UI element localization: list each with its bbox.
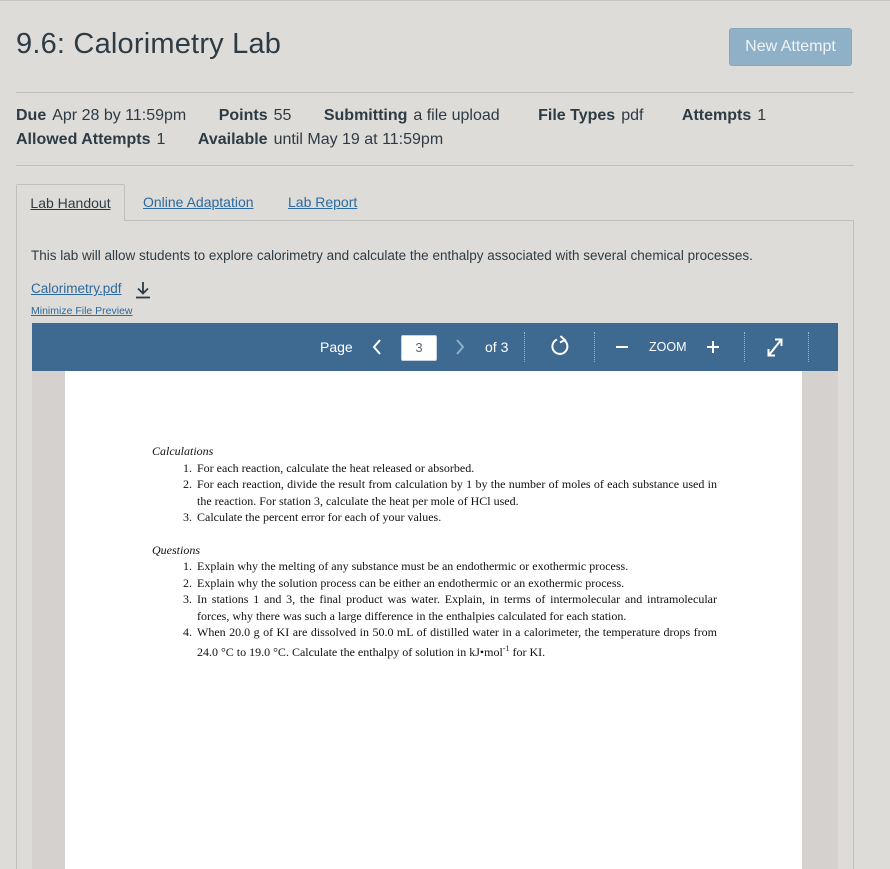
toolbar-separator: [594, 332, 595, 362]
submitting-value: a file upload: [413, 107, 500, 124]
calculations-heading: Calculations: [152, 444, 214, 458]
previous-page-icon[interactable]: [370, 323, 384, 371]
due-value: Apr 28 by 11:59pm: [52, 107, 187, 124]
assignment-details-row-2: [16, 131, 471, 149]
points-label: Points: [218, 107, 268, 124]
list-item: 3. Calculate the percent error for each of your values.: [195, 509, 717, 526]
rotate-icon[interactable]: [549, 323, 571, 371]
next-page-icon[interactable]: [453, 323, 467, 371]
tab-list: [16, 184, 854, 221]
list-item: [195, 624, 717, 660]
file-link[interactable]: Calorimetry.pdf: [31, 281, 122, 296]
list-item: 2. Explain why the solution process can be either an endothermic or an exothermic process.: [195, 575, 717, 592]
attempts-value: 1: [757, 107, 767, 124]
superscript: -1: [502, 643, 510, 653]
zoom-in-icon[interactable]: [705, 323, 721, 371]
tab-lab-handout[interactable]: Lab Handout: [16, 184, 125, 221]
pdf-page: [65, 371, 802, 869]
list-item: 3. In stations 1 and 3, the final product was water. Explain, in terms of intermolecular and intramolecular forces, why there was such a large difference in the enthalpies calculated for each station.: [195, 591, 717, 624]
questions-heading: Questions: [152, 542, 200, 557]
list-item: 1. Explain why the melting of any substance must be an endothermic or exothermic process.: [195, 558, 717, 575]
pdf-viewer-canvas[interactable]: [32, 371, 838, 869]
toolbar-separator: [744, 332, 745, 362]
divider-bottom: [16, 165, 854, 166]
toolbar-separator: [808, 332, 809, 362]
new-attempt-button[interactable]: New Attempt: [729, 28, 852, 66]
pdf-viewer-toolbar: [32, 323, 838, 371]
calculations-list: [195, 460, 717, 526]
assignment-details-row-1: [16, 107, 794, 125]
assignment-description: This lab will allow students to explore calorimetry and calculate the enthalpy associated with several chemical processes.: [31, 248, 753, 263]
available-label: Available: [197, 131, 268, 148]
divider-top: [16, 92, 854, 93]
toolbar-separator: [524, 332, 525, 362]
question-4-text: When 20.0 g of KI are dissolved in 50.0 mL of distilled water in a calorimeter, the temperature drops from 24.0 °C to 19.0 °C. Calculate the enthalpy of solution in kJ•mol: [197, 625, 717, 659]
page-title: 9.6: Calorimetry Lab: [16, 28, 282, 60]
list-item: 1. For each reaction, calculate the heat released or absorbed.: [195, 460, 717, 477]
file-types-label: File Types: [538, 107, 616, 124]
pdf-page-content: [152, 443, 717, 660]
file-types-value: pdf: [621, 107, 644, 124]
allowed-attempts-value: 1: [156, 131, 166, 148]
tab-lab-report[interactable]: Lab Report: [288, 194, 358, 210]
top-border: [0, 0, 890, 1]
fullscreen-icon[interactable]: [765, 323, 785, 371]
zoom-label: ZOOM: [649, 340, 687, 354]
submitting-label: Submitting: [323, 107, 408, 124]
page-label: Page: [320, 339, 353, 355]
attempts-label: Attempts: [681, 107, 752, 124]
available-value: until May 19 at 11:59pm: [273, 131, 444, 148]
questions-list: [195, 558, 717, 660]
page-number-input[interactable]: 3: [401, 335, 437, 361]
download-icon[interactable]: [134, 280, 152, 300]
points-value: 55: [273, 107, 292, 124]
allowed-attempts-label: Allowed Attempts: [16, 131, 151, 148]
zoom-out-icon[interactable]: [614, 323, 630, 371]
tab-online-adaptation[interactable]: Online Adaptation: [143, 194, 254, 210]
minimize-file-preview-link[interactable]: Minimize File Preview: [31, 305, 133, 317]
page-count: of 3: [485, 339, 509, 355]
question-4-end: for KI.: [512, 644, 546, 659]
due-label: Due: [16, 107, 47, 124]
list-item: 2. For each reaction, divide the result from calculation by 1 by the number of moles of each substance used in the reaction. For station 3, calculate the heat per mole of HCl used.: [195, 476, 717, 509]
